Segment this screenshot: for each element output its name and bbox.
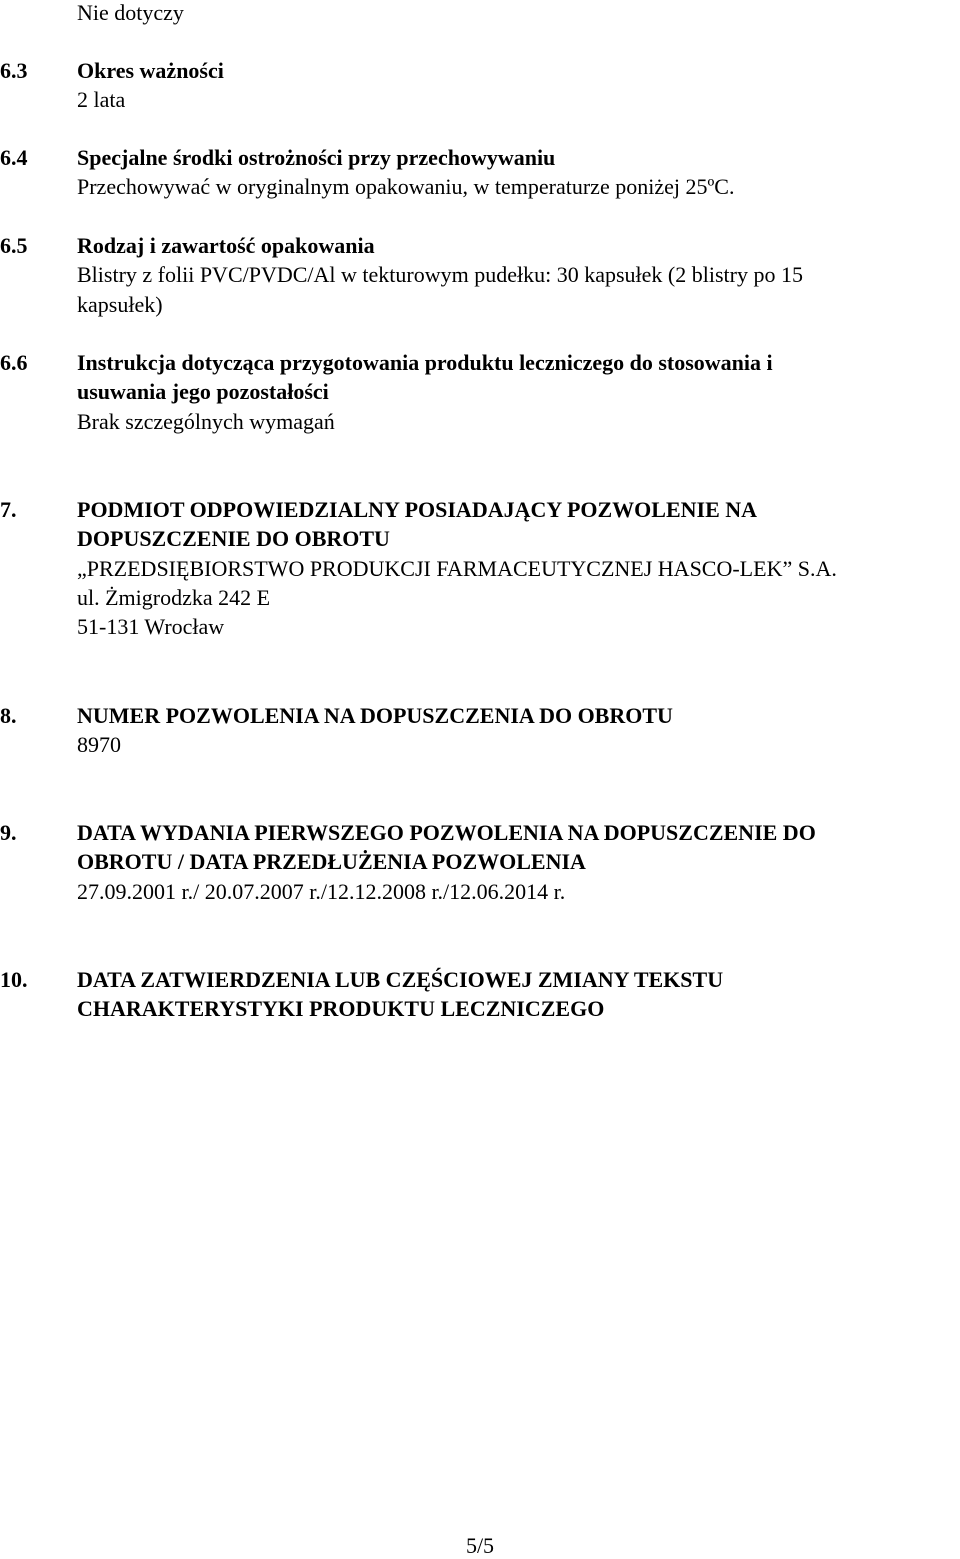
section-body-line: 2 lata — [77, 87, 126, 112]
section-heading: DATA WYDANIA PIERWSZEGO POZWOLENIA NA DOPUSZCZENIE DO — [77, 820, 816, 845]
section-heading: PODMIOT ODPOWIEDZIALNY POSIADAJĄCY POZWOLENIE NA — [77, 497, 758, 522]
section-number: 6.3 — [0, 58, 28, 83]
page-number: 5/5 — [465, 1533, 495, 1558]
section-heading: Specjalne środki ostrożności przy przechowywaniu — [77, 145, 556, 170]
section-heading: Instrukcja dotycząca przygotowania produktu leczniczego do stosowania i — [77, 350, 773, 375]
section-body-line: Blistry z folii PVC/PVDC/Al w tekturowym pudełku: 30 kapsułek (2 blistry po 15 — [77, 262, 803, 287]
section-heading: DATA ZATWIERDZENIA LUB CZĘŚCIOWEJ ZMIANY TEKSTU — [77, 967, 724, 992]
section-body-line: Brak szczególnych wymagań — [77, 409, 335, 434]
section-body-line: 8970 — [77, 732, 121, 757]
section-heading: CHARAKTERYSTYKI PRODUKTU LECZNICZEGO — [77, 996, 605, 1021]
section-heading: DOPUSZCZENIE DO OBROTU — [77, 526, 390, 551]
section-number: 9. — [0, 820, 17, 845]
section-heading: Okres ważności — [77, 58, 224, 83]
section-body-line: „PRZEDSIĘBIORSTWO PRODUKCJI FARMACEUTYCZNEJ HASCO-LEK” S.A. — [77, 556, 837, 581]
section-heading: Rodzaj i zawartość opakowania — [77, 233, 375, 258]
section-body-line: kapsułek) — [77, 292, 163, 317]
section-heading: NUMER POZWOLENIA NA DOPUSZCZENIA DO OBROTU — [77, 703, 673, 728]
section-number: 10. — [0, 967, 28, 992]
section-body-line: Przechowywać w oryginalnym opakowaniu, w temperaturze poniżej 25ºC. — [77, 174, 735, 199]
section-body-line: 27.09.2001 r./ 20.07.2007 r./12.12.2008 r./12.06.2014 r. — [77, 879, 566, 904]
section-number: 7. — [0, 497, 17, 522]
section-number: 6.5 — [0, 233, 28, 258]
section-number: 6.6 — [0, 350, 28, 375]
section-heading: OBROTU / DATA PRZEDŁUŻENIA POZWOLENIA — [77, 849, 586, 874]
section-body-line: 51-131 Wrocław — [77, 614, 225, 639]
section-number: 6.4 — [0, 145, 28, 170]
section-heading: usuwania jego pozostałości — [77, 379, 329, 404]
section-number: 8. — [0, 703, 17, 728]
top-text: Nie dotyczy — [77, 0, 184, 25]
section-body-line: ul. Żmigrodzka 242 E — [77, 585, 271, 610]
